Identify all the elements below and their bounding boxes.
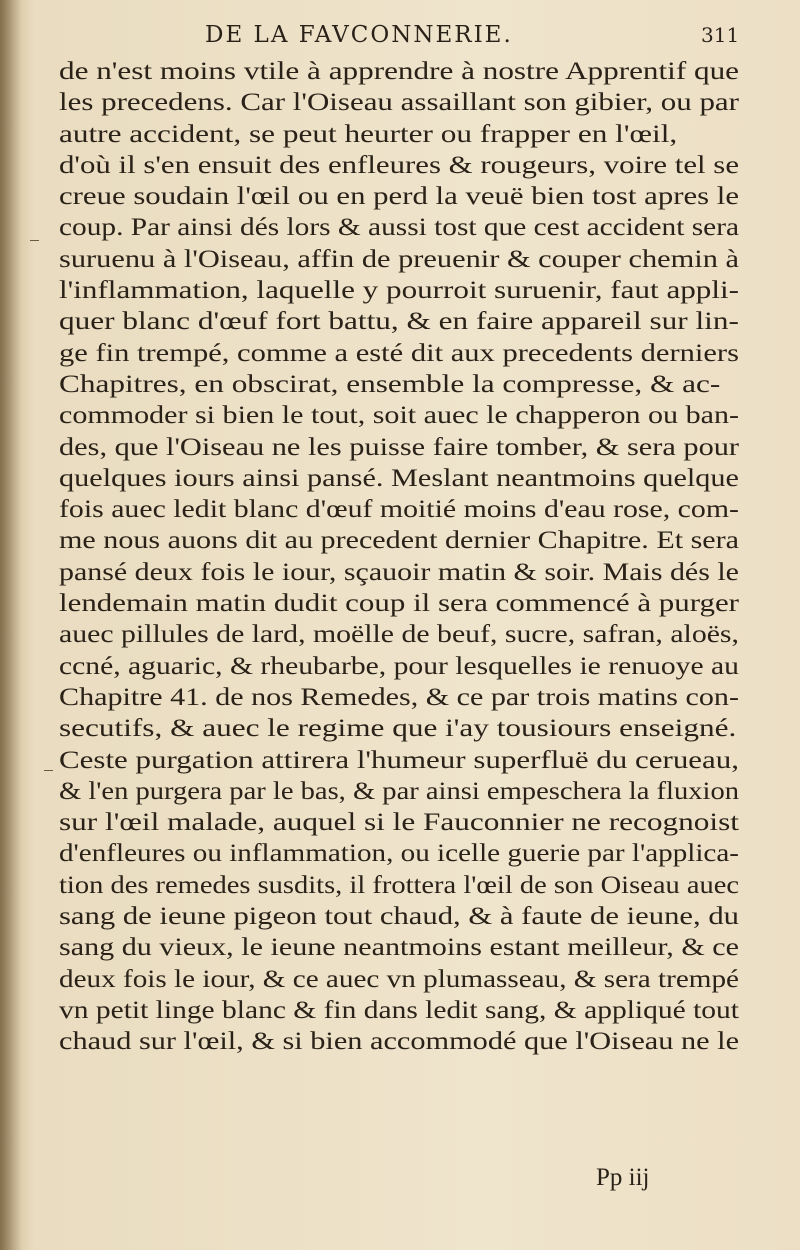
text-line: [59, 745, 739, 776]
text-line: [59, 212, 739, 243]
text-line: [59, 369, 739, 400]
text-line-content: & l'en purgera par le bas, & par ainsi empeschera la fluxion: [59, 777, 740, 805]
text-line-content: vn petit linge blanc & fin dans ledit sang, & appliqué tout: [59, 996, 739, 1024]
text-line: [59, 56, 739, 87]
text-line: [59, 651, 739, 682]
text-line: [59, 682, 739, 713]
text-line: [59, 807, 739, 838]
text-line: [59, 119, 739, 150]
text-line-content: autre accident, se peut heurter ou frapper en l'œil,: [59, 120, 678, 148]
gutter-shadow: [0, 0, 22, 1250]
text-line-content: pansé deux fois le iour, sçauoir matin & soir. Mais dés le: [59, 558, 739, 586]
text-line-content: Ceste purgation attirera l'humeur superfluë du cerueau,: [59, 746, 740, 774]
text-line: [59, 557, 739, 588]
text-line: [59, 713, 739, 744]
text-line: [59, 901, 739, 932]
text-line-content: quelques iours ainsi pansé. Meslant neantmoins quelque: [59, 464, 739, 492]
text-line-content: tion des remedes susdits, il frottera l'œil de son Oiseau auec: [59, 871, 740, 899]
page-number: 311: [701, 23, 740, 47]
text-line: [59, 1026, 739, 1057]
text-line-content: secutifs, & auec le regime que i'ay tousiours enseigné.: [59, 715, 737, 743]
text-line: [59, 995, 739, 1026]
text-line-content: coup. Par ainsi dés lors & aussi tost que cest accident sera: [59, 214, 740, 242]
running-title: DE LA FAVCONNERIE.: [205, 22, 513, 48]
text-line-content: quer blanc d'œuf fort battu, & en faire appareil sur lin-: [59, 308, 739, 336]
text-line-content: auec pillules de lard, moëlle de beuf, sucre, safran, aloës,: [59, 621, 739, 649]
margin-mark: [44, 770, 53, 771]
text-line: [59, 306, 739, 337]
text-line: [59, 494, 739, 525]
text-line: [59, 275, 739, 306]
text-line-content: les precedens. Car l'Oiseau assaillant son gibier, ou par: [59, 89, 739, 117]
text-line: [59, 432, 739, 463]
text-line: [59, 964, 739, 995]
text-line-content: sang de ieune pigeon tout chaud, & à faute de ieune, du: [59, 903, 739, 931]
text-line-content: Chapitres, en obscirat, ensemble la compresse, & ac-: [59, 370, 721, 398]
text-line-content: de n'est moins vtile à apprendre à nostre Apprentif que: [59, 58, 740, 85]
text-line: [59, 932, 739, 963]
text-line-content: lendemain matin dudit coup il sera commencé à purger: [59, 590, 739, 618]
text-line: [59, 463, 739, 494]
text-line-content: Chapitre 41. de nos Remedes, & ce par trois matins con-: [59, 683, 739, 711]
text-line-content: sang du vieux, le ieune neantmoins estant meilleur, & ce: [59, 934, 739, 962]
text-line: [59, 588, 739, 619]
text-line: [59, 338, 739, 369]
text-line-content: d'enfleures ou inflammation, ou icelle guerie par l'applica-: [59, 840, 739, 868]
text-line: [59, 838, 739, 869]
margin-mark: [30, 240, 39, 241]
signature-mark: Pp iij: [596, 1164, 650, 1191]
text-line-content: ge fin trempé, comme a esté dit aux precedents derniers: [59, 339, 739, 367]
text-line-content: me nous auons dit au precedent dernier Chapitre. Et sera: [59, 527, 740, 555]
text-line-content: chaud sur l'œil, & si bien accommodé que l'Oiseau ne le: [59, 1028, 740, 1056]
body-text: [59, 56, 739, 1058]
text-line: [59, 244, 739, 275]
text-line: [59, 150, 739, 181]
text-line: [59, 776, 739, 807]
text-line-content: suruenu à l'Oiseau, affin de preuenir & couper chemin à: [59, 245, 739, 273]
text-line: [59, 181, 739, 212]
text-line: [59, 870, 739, 901]
text-line-content: fois auec ledit blanc d'œuf moitié moins d'eau rose, com-: [59, 496, 739, 524]
page-header: [0, 22, 800, 52]
text-line-content: creue soudain l'œil ou en perd la veuë bien tost apres le: [59, 183, 740, 211]
text-line: [59, 87, 739, 118]
text-line-content: deux fois le iour, & ce auec vn plumasseau, & sera trempé: [59, 965, 739, 993]
text-line-content: l'inflammation, laquelle y pourroit suruenir, faut appli-: [59, 277, 740, 305]
text-line-content: commoder si bien le tout, soit auec le chapperon ou ban-: [59, 402, 739, 430]
text-line: [59, 400, 739, 431]
text-line-content: des, que l'Oiseau ne les puisse faire tomber, & sera pour: [59, 433, 740, 461]
text-line-content: ccné, aguaric, & rheubarbe, pour lesquelles ie renuoye au: [59, 652, 739, 680]
text-line-content: d'où il s'en ensuit des enfleures & rougeurs, voire tel se: [59, 151, 740, 179]
text-line: [59, 525, 739, 556]
text-line: [59, 619, 739, 650]
text-line-content: sur l'œil malade, auquel si le Fauconnier ne recognoist: [59, 809, 739, 837]
